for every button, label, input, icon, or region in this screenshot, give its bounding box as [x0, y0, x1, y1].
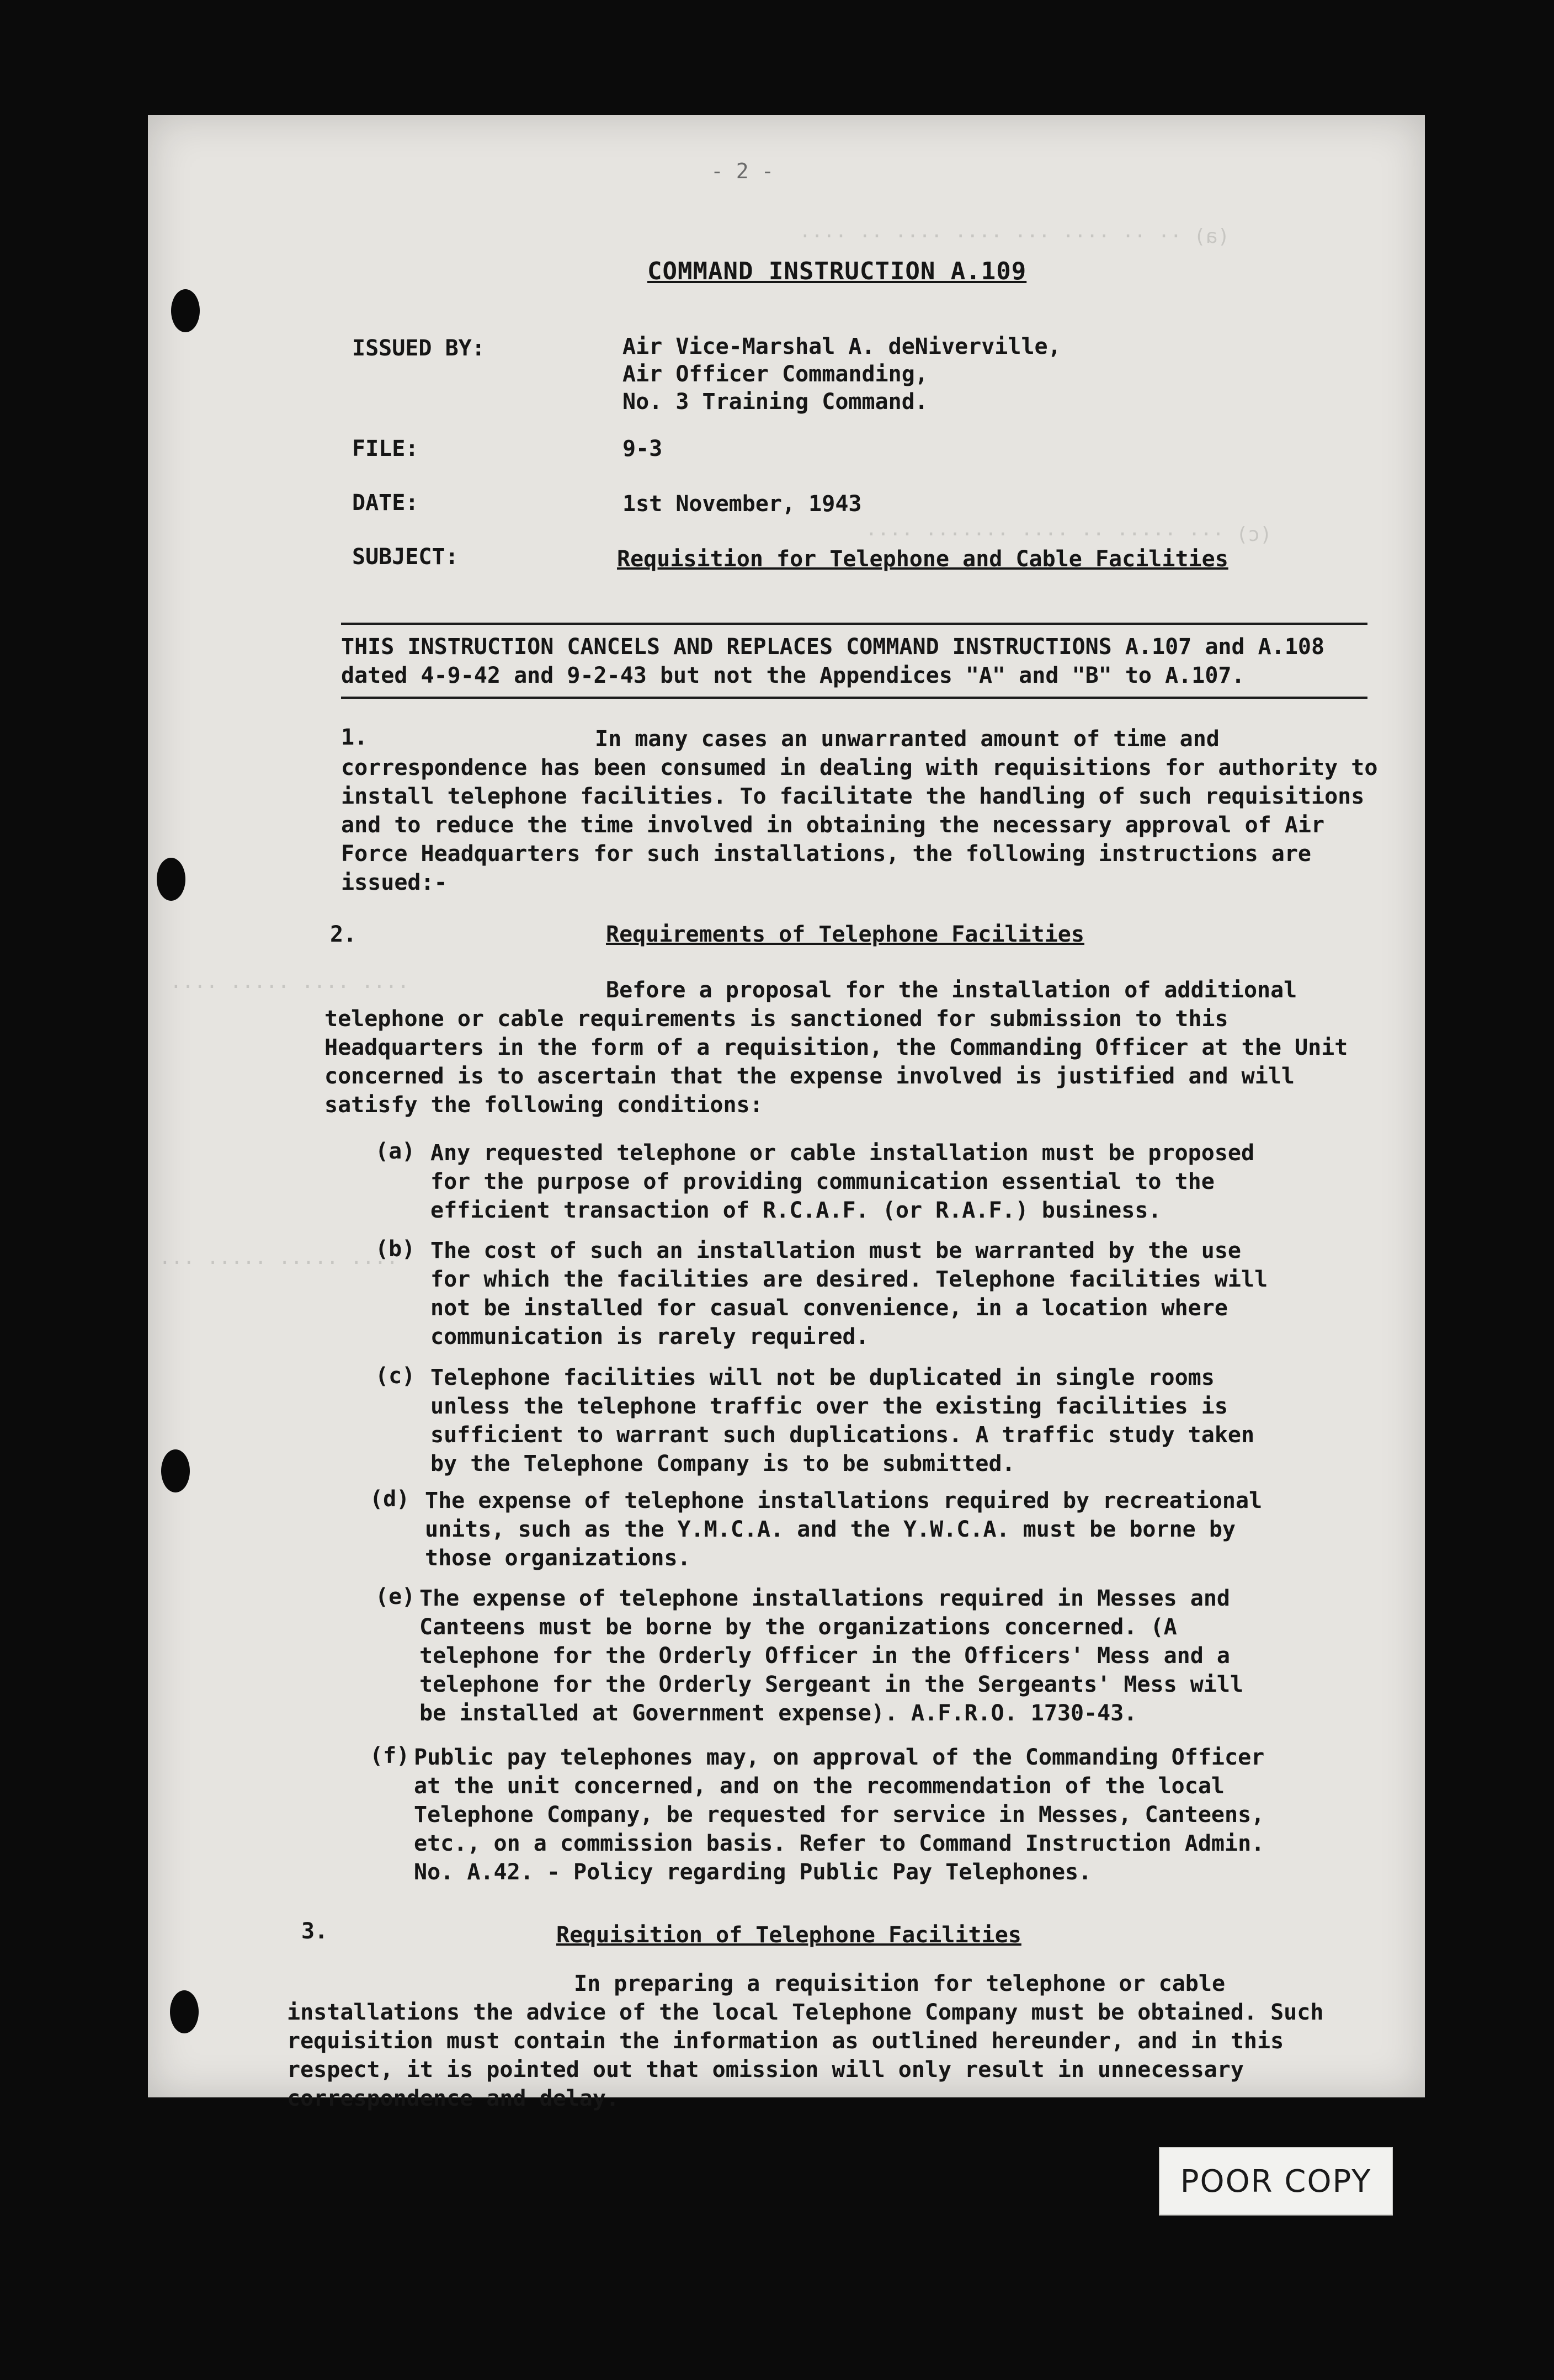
document-page — [148, 115, 1425, 2111]
document-title: COMMAND INSTRUCTION A.109 — [647, 257, 1027, 285]
issued-by-label: ISSUED BY: — [352, 336, 485, 361]
section-heading: Requirements of Telephone Facilities — [606, 922, 1084, 947]
bleed-through-text: ···· ···· ····· ···· — [170, 976, 409, 998]
date-value: 1st November, 1943 — [622, 491, 862, 517]
item-text: Public pay telephones may, on approval of the Commanding Officer at the unit concerned, and on the recommendation of the local Telephone Company, be requested for service in Messes, Canteens, etc., on a commission basis. Refer to Command Instruction Admin. No. A.42. - Policy regarding Public Pay Telephones. — [414, 1745, 1265, 1885]
paragraph-number: 1. — [341, 725, 368, 750]
poor-copy-stamp: POOR COPY — [1159, 2147, 1393, 2216]
bleed-through-text: (a) ·· ·· ···· ··· ···· ···· ·· ···· — [799, 225, 1230, 248]
bleed-through-text: ···· ····· ····· ··· — [159, 1252, 398, 1274]
paragraph-number: 3. — [301, 1919, 328, 1944]
issued-by-line: No. 3 Training Command. — [622, 389, 928, 415]
item-text: The expense of telephone installations required in Messes and Canteens must be borne by the organizations concerned. (A telephone for the Orderly Officer in the Officers' Mess and a telephone for the Orderly Sergeant in the Sergeants' Mess will be installed at Government expense). A.F.R.O. 1730-43. — [419, 1586, 1244, 1726]
item-label: (b) — [375, 1236, 416, 1262]
issued-by-line: Air Officer Commanding, — [622, 362, 928, 387]
item-label: (f) — [370, 1743, 410, 1768]
paragraph-3-text: In preparing a requisition for telephone or cable installations the advice of the local Telephone Company must be obtained. Such requisition must contain the information as outlined hereunder, and in this respect, it is pointed out that omission will only result in unnecessary correspondence and delay. — [287, 1971, 1337, 2111]
item-text: The expense of telephone installations required by recreational units, such as the Y.M.C.A. and the Y.W.C.A. must be borne by those organizations. — [425, 1488, 1263, 1571]
bleed-through-text: (c) ··· ····· ·· ···· ······· ···· — [865, 523, 1272, 546]
item-text: The cost of such an installation must be warranted by the use for which the facilities are desired. Telephone facilities will not be installed for casual convenience, in a location where communication is rarely required. — [430, 1238, 1268, 1350]
issued-by-value — [622, 333, 1061, 416]
file-label: FILE: — [352, 436, 419, 461]
item-label: (a) — [375, 1139, 416, 1164]
punch-hole — [171, 289, 200, 332]
punch-hole — [170, 1990, 199, 2033]
item-label: (d) — [370, 1486, 410, 1512]
item-text: Telephone facilities will not be duplicated in single rooms unless the telephone traffic over the existing facilities is sufficient to warrant such duplications. A traffic study taken by the Telephone Company is to be submitted. — [430, 1365, 1255, 1476]
item-label: (e) — [375, 1584, 416, 1609]
item-label: (c) — [375, 1363, 416, 1389]
issued-by-line: Air Vice-Marshal A. deNiverville, — [622, 334, 1061, 359]
cancels-notice: THIS INSTRUCTION CANCELS AND REPLACES COMMAND INSTRUCTIONS A.107 and A.108 dated 4-9-42 and 9-2-43 but not the Appendices "A" and "B" to A.107. — [341, 623, 1367, 699]
date-label: DATE: — [352, 490, 419, 516]
punch-hole — [157, 858, 185, 901]
paragraph-number: 2. — [330, 922, 357, 947]
page-number: - 2 - — [711, 159, 774, 183]
item-text: Any requested telephone or cable installation must be proposed for the purpose of providing communication essential to the efficient transaction of R.C.A.F. (or R.A.F.) business. — [430, 1140, 1255, 1223]
punch-hole — [161, 1449, 190, 1492]
subject-label: SUBJECT: — [352, 544, 459, 570]
paragraph-2-text: Before a proposal for the installation of additional telephone or cable requirements is sanctioned for submission to this Headquarters in the form of a requisition, the Commanding Officer at the Unit concerned is to ascertain that the expense involved is justified and will satisfy the following conditions: — [324, 978, 1361, 1118]
section-heading: Requisition of Telephone Facilities — [556, 1922, 1021, 1948]
file-value: 9-3 — [622, 436, 663, 461]
paragraph-1-text: In many cases an unwarranted amount of time and correspondence has been consumed in dealing with requisitions for authority to install telephone facilities. To facilitate the handling of such requisitions and to reduce the time involved in obtaining the necessary approval of Air Force Headquarters for such installations, the following instructions are issued:- — [341, 726, 1391, 895]
subject-value: Requisition for Telephone and Cable Facilities — [617, 546, 1228, 572]
